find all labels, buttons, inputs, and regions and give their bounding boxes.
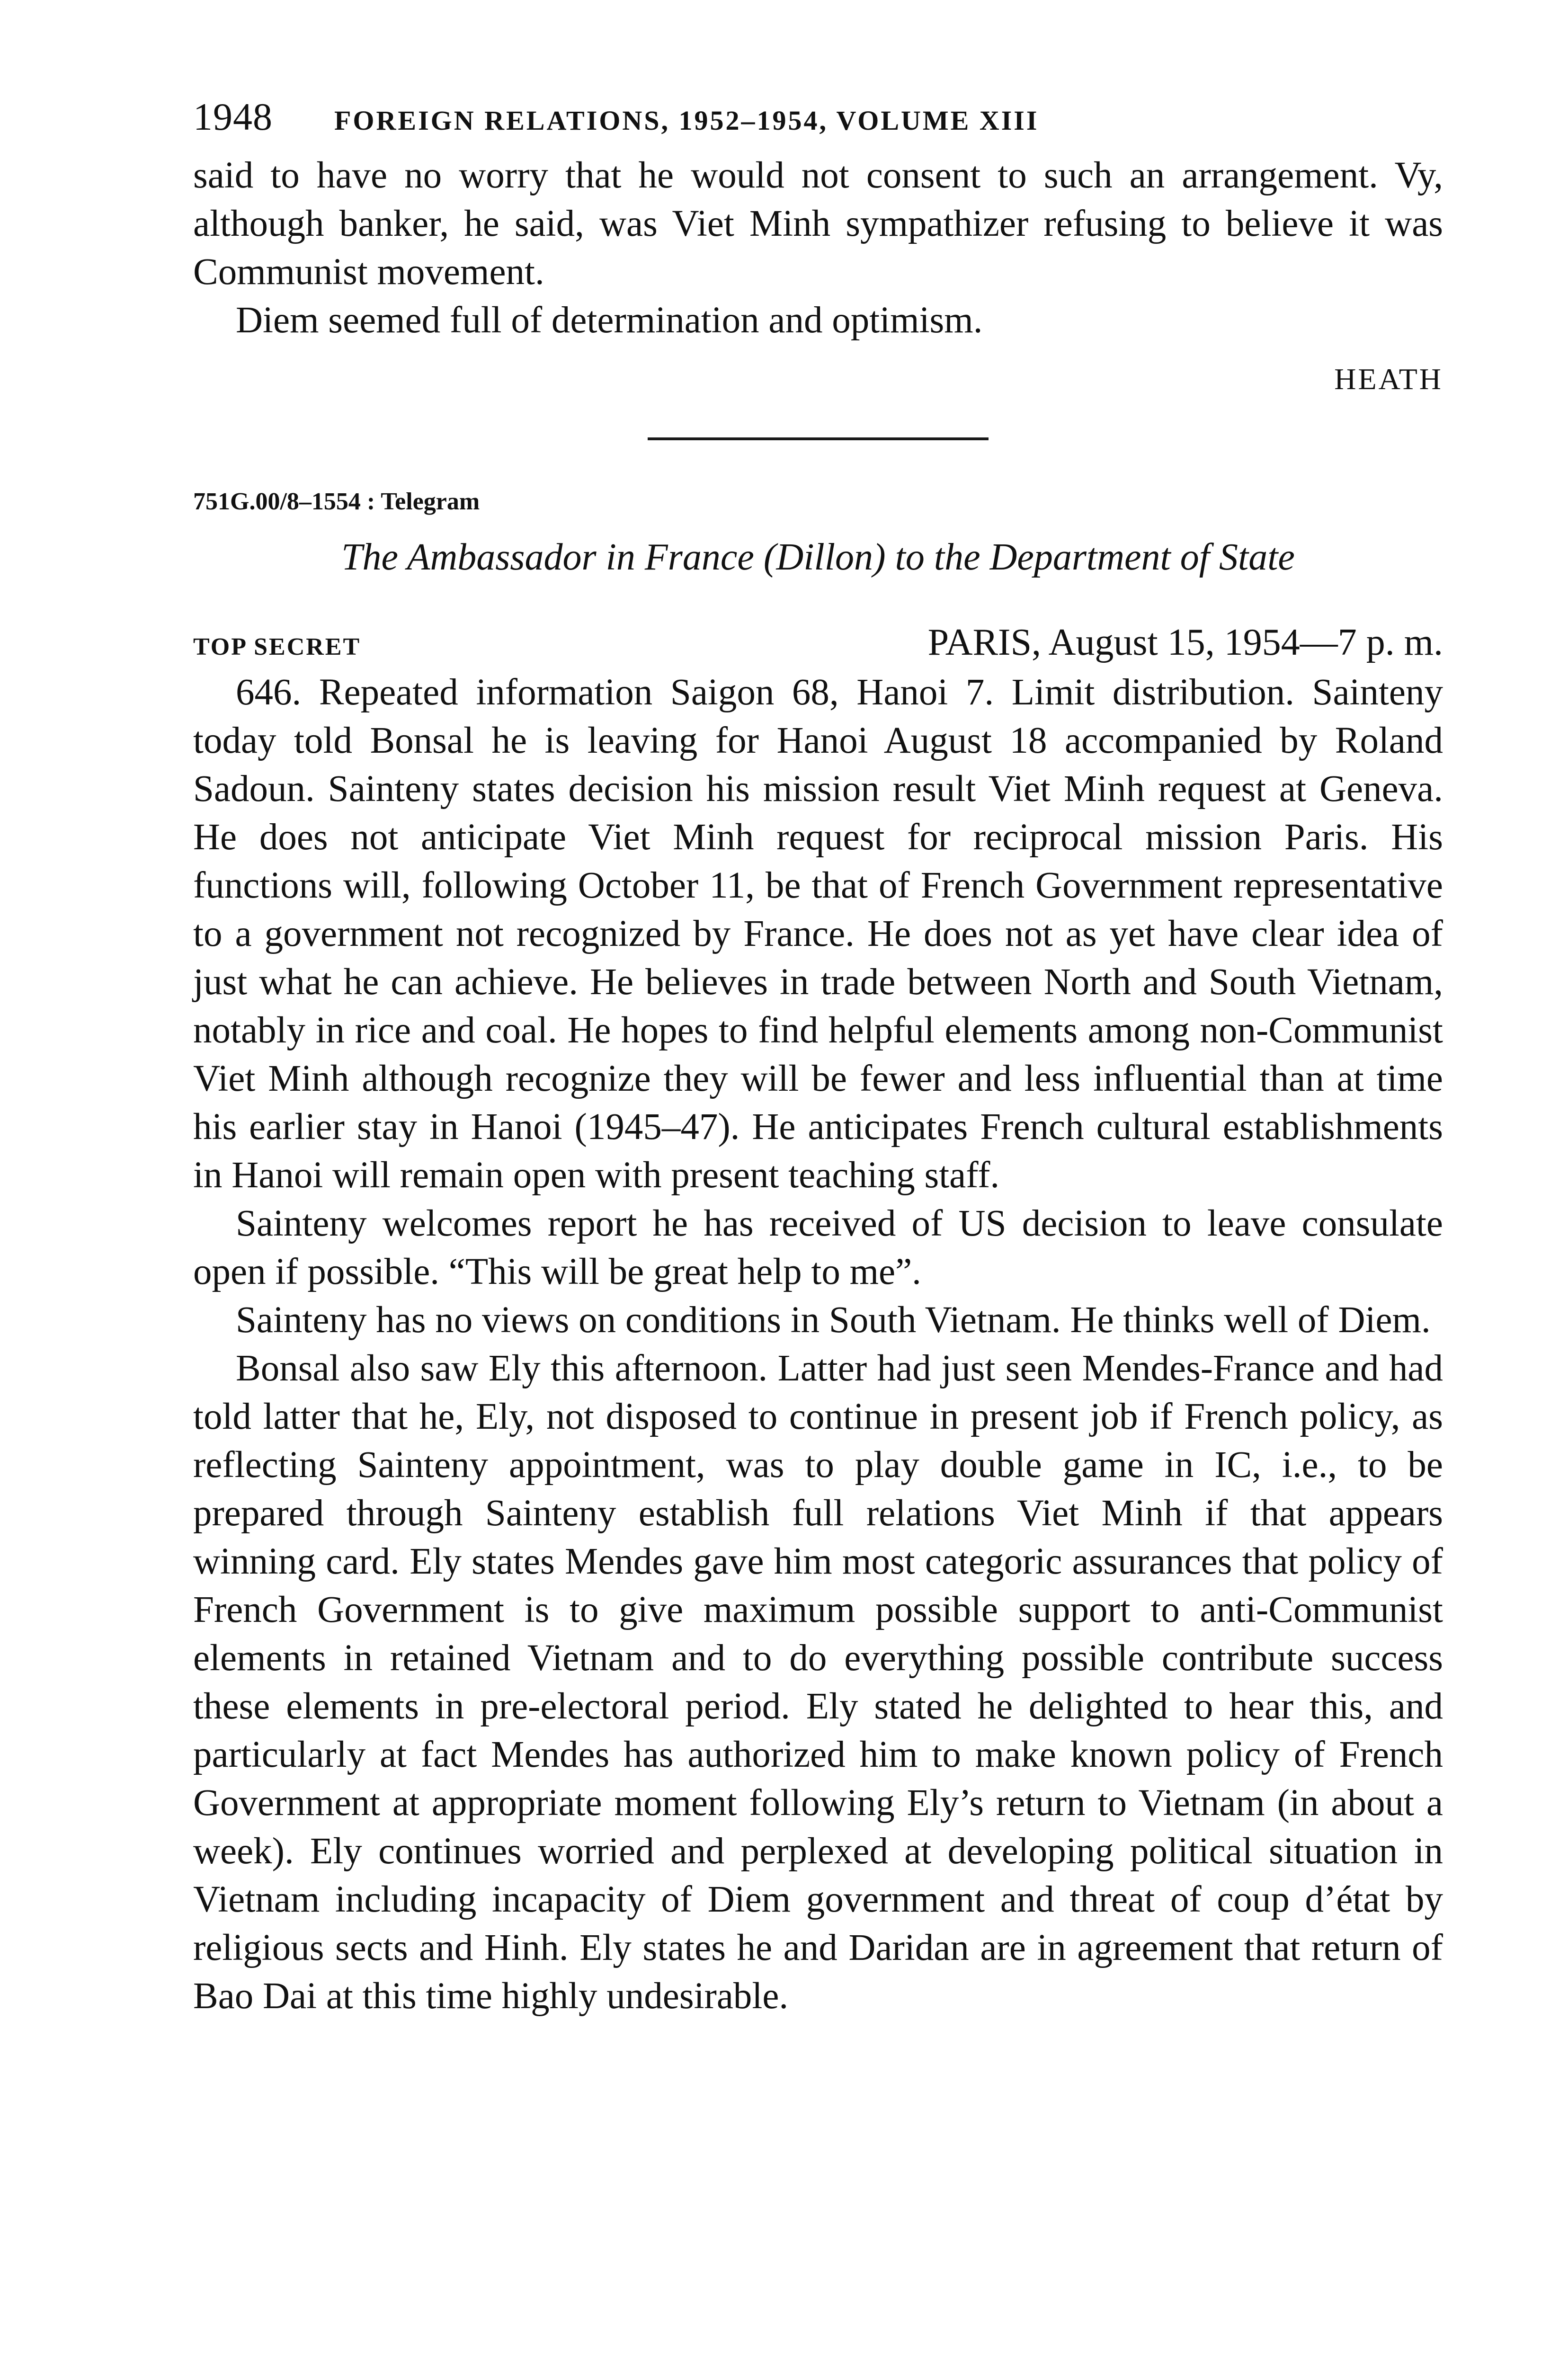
telegram-paragraph-4: Bonsal also saw Ely this afternoon. Latter had just seen Mendes-France and had told latter that he, Ely, not disposed to continue in present job if French policy, as reflecting Sainteny appointment, was to play double game in IC, i.e., to be prepared through Sainteny establish full relations Viet Minh if that appears winning card. Ely states Mendes gave him most categoric assurances that policy of French Government is to give maximum possible support to anti-Communist elements in retained Vietnam and to do everything possible contribute success these elements in pre-electoral period. Ely stated he delighted to hear this, and particularly at fact Mendes has authorized him to make known policy of French Government at appropriate moment following Ely’s return to Vietnam (in about a week). Ely continues worried and perplexed at developing political situation in Vietnam including incapacity of Diem government and threat of coup d’état by religious sects and Hinh. Ely states he and Daridan are in agreement that return of Bao Dai at this time highly undesirable. [193, 1348, 1443, 2017]
telegram-paragraph-2: Sainteny welcomes report he has received of US decision to leave consulate open if possible. “This will be great help to me”. [193, 1203, 1443, 1292]
running-head [193, 95, 1443, 151]
continuation-text [193, 151, 1443, 345]
document-page [193, 95, 1443, 2020]
telegram-paragraph-1: 646. Repeated information Saigon 68, Hanoi 7. Limit distribution. Sainteny today told Bonsal he is leaving for Hanoi August 18 accompanied by Roland Sadoun. Sainteny states decision his mission result Viet Minh request at Geneva. He does not anticipate Viet Minh request for reciprocal mission Paris. His functions will, following October 11, be that of French Government representative to a government not recognized by France. He does not as yet have clear idea of just what he can achieve. He believes in trade between North and South Vietnam, notably in rice and coal. He hopes to find helpful elements among non-Communist Viet Minh although recognize they will be fewer and less influential than at time his earlier stay in Hanoi (1945–47). He anticipates French cultural establishments in Hanoi will remain open with present teaching staff. [193, 672, 1443, 1196]
continuation-paragraph-1: said to have no worry that he would not consent to such an arrangement. Vy, although banker, he said, was Viet Minh sympathizer refusing to believe it was Communist movement. [193, 155, 1443, 293]
continuation-paragraph-2: Diem seemed full of determination and optimism. [236, 300, 983, 341]
running-title: FOREIGN RELATIONS, 1952–1954, VOLUME XIII [334, 105, 1039, 136]
telegram-body [193, 668, 1443, 2020]
file-reference: 751G.00/8–1554 : Telegram [193, 488, 480, 515]
dateline [193, 621, 1443, 668]
document-heading: The Ambassador in France (Dillon) to the Department of State [341, 536, 1295, 578]
page-number: 1948 [193, 95, 273, 138]
place-date: PARIS, August 15, 1954—7 p. m. [927, 622, 1443, 663]
signature: HEATH [1334, 362, 1443, 396]
section-divider [648, 437, 989, 440]
telegram-paragraph-3: Sainteny has no views on conditions in South Vietnam. He thinks well of Diem. [236, 1299, 1431, 1341]
classification-label: TOP SECRET [193, 633, 361, 660]
